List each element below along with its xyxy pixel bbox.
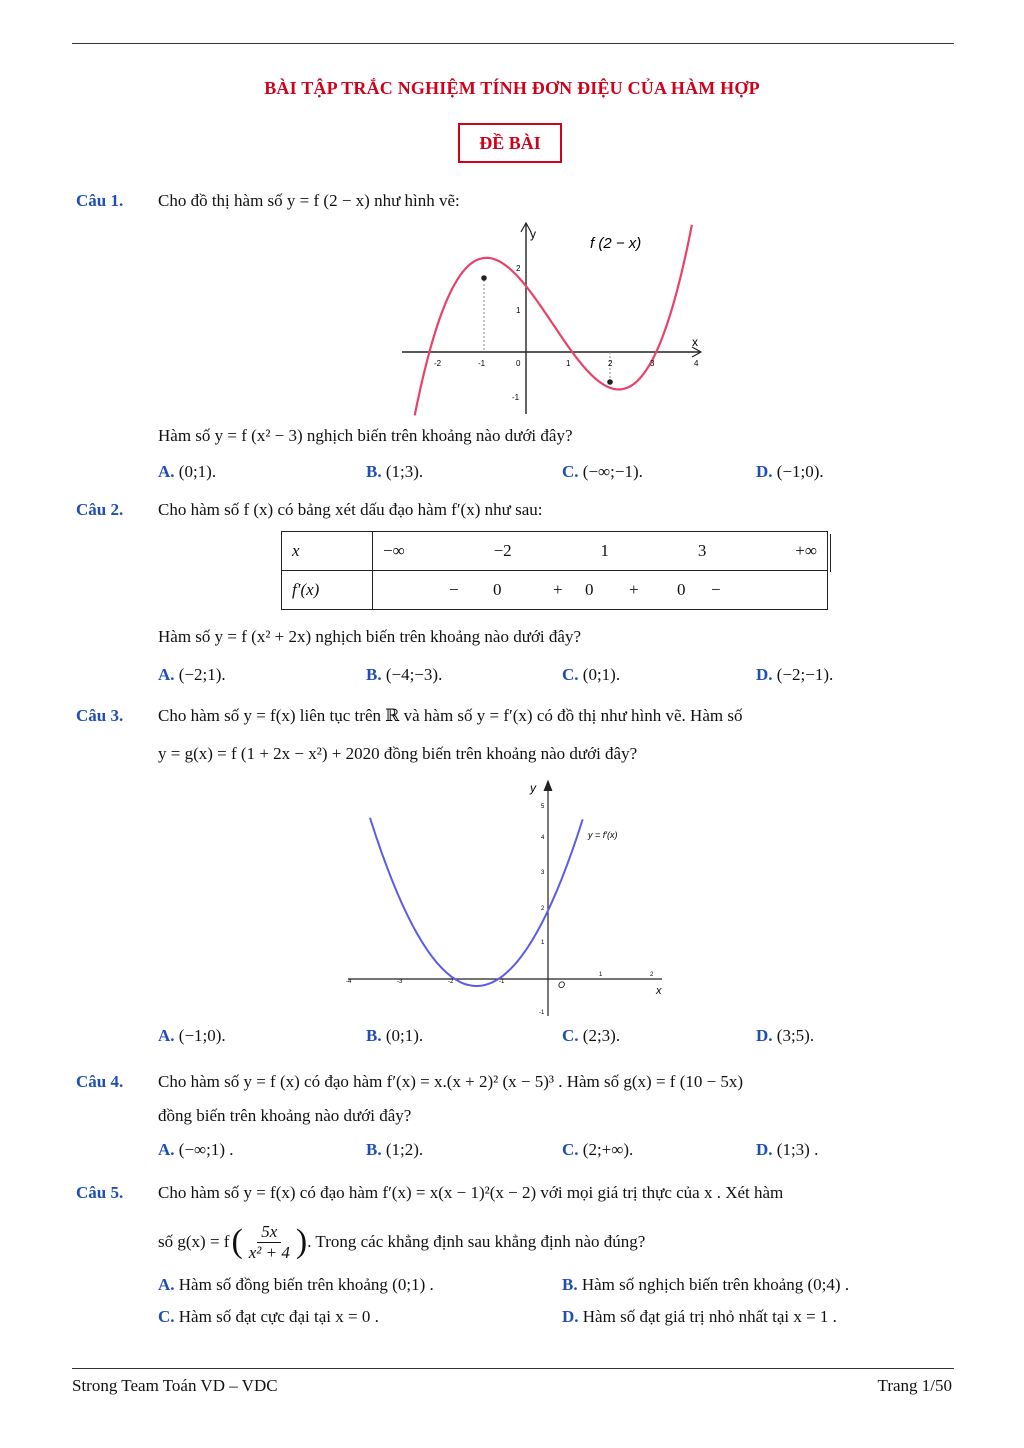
- q3-tick-x-m2: -2: [448, 979, 454, 985]
- q3-graph-label: y = f′(x): [588, 830, 618, 840]
- q2-answer-d[interactable]: D. (−2;−1).: [756, 665, 834, 684]
- q2-x-5: +∞: [795, 541, 817, 560]
- q5-answer-d[interactable]: D. Hàm số đạt giá trị nhỏ nhất tại x = 1 .: [562, 1307, 837, 1326]
- q1-tick-x-2: 2: [608, 359, 613, 368]
- q3-stem-line1: Cho hàm số y = f(x) liên tục trên ℝ và hàm số y = f′(x) có đồ thị như hình vẽ. Hàm số: [158, 706, 743, 725]
- q1-tick-x-m1: -1: [478, 359, 486, 368]
- q4-answer-b[interactable]: B. (1;2).: [366, 1140, 424, 1159]
- q1-tick-x-1: 1: [566, 359, 571, 368]
- footer-team: Strong Team Toán VD – VDC: [72, 1376, 278, 1395]
- q4-stem-line1: Cho hàm số y = f (x) có đạo hàm f′(x) = x.(x + 2)² (x − 5)³ . Hàm số g(x) = f (10 − 5x): [158, 1072, 744, 1091]
- q2-row-x: [282, 532, 828, 571]
- q2-head-fp: f′(x): [282, 571, 373, 610]
- q2-x-1: −∞: [383, 541, 405, 560]
- q3-label: Câu 3.: [76, 706, 124, 725]
- q3-tick-y-2: 2: [541, 906, 545, 912]
- q2-answer-a[interactable]: A. (−2;1).: [158, 665, 226, 684]
- q4-answer-c[interactable]: C. (2;+∞).: [562, 1140, 634, 1159]
- q3-tick-x-m1: -1: [499, 979, 505, 985]
- q5-fraction: [245, 1222, 294, 1263]
- q1-tick-y-m1: -1: [512, 393, 520, 402]
- q5-paren-right: ): [295, 1223, 308, 1260]
- q2-s-2: 0: [493, 580, 502, 599]
- q5-frac-den: x² + 4: [248, 1242, 290, 1262]
- q3-tick-x-2: 2: [650, 972, 654, 978]
- q2-table-extra-bar: [830, 534, 831, 572]
- q1-answer-a[interactable]: A. (0;1).: [158, 462, 217, 481]
- q3-y-arrow: [544, 781, 552, 791]
- footer-page-number: Trang 1/50: [877, 1376, 952, 1395]
- q2-answer-c[interactable]: C. (0;1).: [562, 665, 621, 684]
- q3-answer-b[interactable]: B. (0;1).: [366, 1026, 424, 1045]
- q3-stem-line2: y = g(x) = f (1 + 2x − x²) + 2020 đồng biến trên khoảng nào dưới đây?: [158, 744, 638, 763]
- q2-answer-b[interactable]: B. (−4;−3).: [366, 665, 443, 684]
- q2-x-2: −2: [493, 541, 512, 560]
- q1-tick-x-m2: -2: [434, 359, 442, 368]
- q5-stem-line2: [158, 1216, 645, 1268]
- q1-axis-x: x: [692, 335, 698, 349]
- q1-graph-label: f (2 − x): [590, 235, 642, 252]
- q2-label: Câu 2.: [76, 500, 124, 519]
- q3-axis-x: x: [656, 985, 662, 997]
- q2-s-5: +: [629, 580, 639, 599]
- q2-head-x: x: [282, 532, 373, 571]
- q1-tick-y-2: 2: [516, 264, 521, 273]
- q2-s-7: −: [711, 580, 721, 599]
- q1-max-point: [481, 275, 487, 281]
- q2-stem: Cho hàm số f (x) có bảng xét dấu đạo hàm f′(x) như sau:: [158, 500, 543, 519]
- q3-tick-y-5: 5: [541, 804, 545, 810]
- q2-x-4: 3: [697, 541, 707, 560]
- q2-row-fp-values: [373, 571, 828, 610]
- q1-graph: [398, 220, 710, 416]
- q3-tick-x-m3: -3: [397, 979, 403, 985]
- q5-paren-left: (: [231, 1223, 243, 1260]
- q1-question: Hàm số y = f (x² − 3) nghịch biến trên khoảng nào dưới đây?: [158, 426, 573, 445]
- q1-tick-y-1: 1: [516, 306, 521, 315]
- q3-tick-y-1: 1: [541, 940, 545, 946]
- q2-s-1: −: [449, 580, 459, 599]
- q2-x-3: 1: [600, 541, 610, 560]
- q1-axis-y: y: [530, 227, 536, 241]
- q2-s-6: 0: [677, 580, 686, 599]
- q3-tick-y-m1: -1: [539, 1010, 545, 1016]
- q3-tick-y-3: 3: [541, 870, 545, 876]
- bottom-rule: [72, 1368, 954, 1369]
- q1-tick-x-0: 0: [516, 359, 521, 368]
- q5-stem-pre: số g(x) = f: [158, 1232, 230, 1251]
- page-title: BÀI TẬP TRẮC NGHIỆM TÍNH ĐƠN ĐIỆU CỦA HÀM HỢP: [264, 78, 760, 98]
- q3-graph: [340, 776, 670, 1020]
- q2-question: Hàm số y = f (x² + 2x) nghịch biến trên khoảng nào dưới đây?: [158, 627, 581, 646]
- q4-label: Câu 4.: [76, 1072, 124, 1091]
- q5-frac-num: 5x: [257, 1222, 281, 1243]
- q1-tick-x-4: 4: [694, 359, 699, 368]
- q2-s-4: 0: [585, 580, 594, 599]
- q5-answer-a[interactable]: A. Hàm số đồng biến trên khoảng (0;1) .: [158, 1275, 434, 1294]
- q3-origin: O: [558, 980, 566, 990]
- q2-row-x-values: [373, 532, 828, 571]
- q3-answer-d[interactable]: D. (3;5).: [756, 1026, 815, 1045]
- q3-answer-a[interactable]: A. (−1;0).: [158, 1026, 226, 1045]
- q1-answer-b[interactable]: B. (1;3).: [366, 462, 424, 481]
- q1-curve: [415, 225, 692, 416]
- q3-tick-x-1: 1: [599, 972, 603, 978]
- q2-sign-table: [281, 531, 828, 610]
- q1-tick-x-3: 3: [650, 359, 655, 368]
- q1-label: Câu 1.: [76, 191, 124, 210]
- q3-answer-c[interactable]: C. (2;3).: [562, 1026, 621, 1045]
- q2-row-fp: [282, 571, 828, 610]
- q5-answer-b[interactable]: B. Hàm số nghịch biến trên khoảng (0;4) .: [562, 1275, 850, 1294]
- q5-label: Câu 5.: [76, 1183, 124, 1202]
- section-box: ĐỀ BÀI: [458, 123, 562, 163]
- q5-stem-post: . Trong các khẳng định sau khẳng định nào đúng?: [307, 1232, 646, 1251]
- q5-stem-line1: Cho hàm số y = f(x) có đạo hàm f′(x) = x(x − 1)²(x − 2) với mọi giá trị thực của x . Xét hàm: [158, 1183, 784, 1202]
- q1-answer-d[interactable]: D. (−1;0).: [756, 462, 824, 481]
- q1-stem: Cho đồ thị hàm số y = f (2 − x) như hình vẽ:: [158, 191, 460, 210]
- q3-tick-y-4: 4: [541, 835, 545, 841]
- q4-stem-line2: đồng biến trên khoảng nào dưới đây?: [158, 1106, 412, 1125]
- q2-s-3: +: [553, 580, 563, 599]
- q3-tick-x-m4: -4: [346, 979, 352, 985]
- q5-answer-c[interactable]: C. Hàm số đạt cực đại tại x = 0 .: [158, 1307, 379, 1326]
- q3-curve: [370, 818, 583, 986]
- q3-axis-y: y: [530, 781, 536, 795]
- q1-min-point: [607, 379, 613, 385]
- top-rule: [72, 43, 954, 44]
- q1-answer-c[interactable]: C. (−∞;−1).: [562, 462, 643, 481]
- q4-answer-d[interactable]: D. (1;3) .: [756, 1140, 819, 1159]
- q4-answer-a[interactable]: A. (−∞;1) .: [158, 1140, 234, 1159]
